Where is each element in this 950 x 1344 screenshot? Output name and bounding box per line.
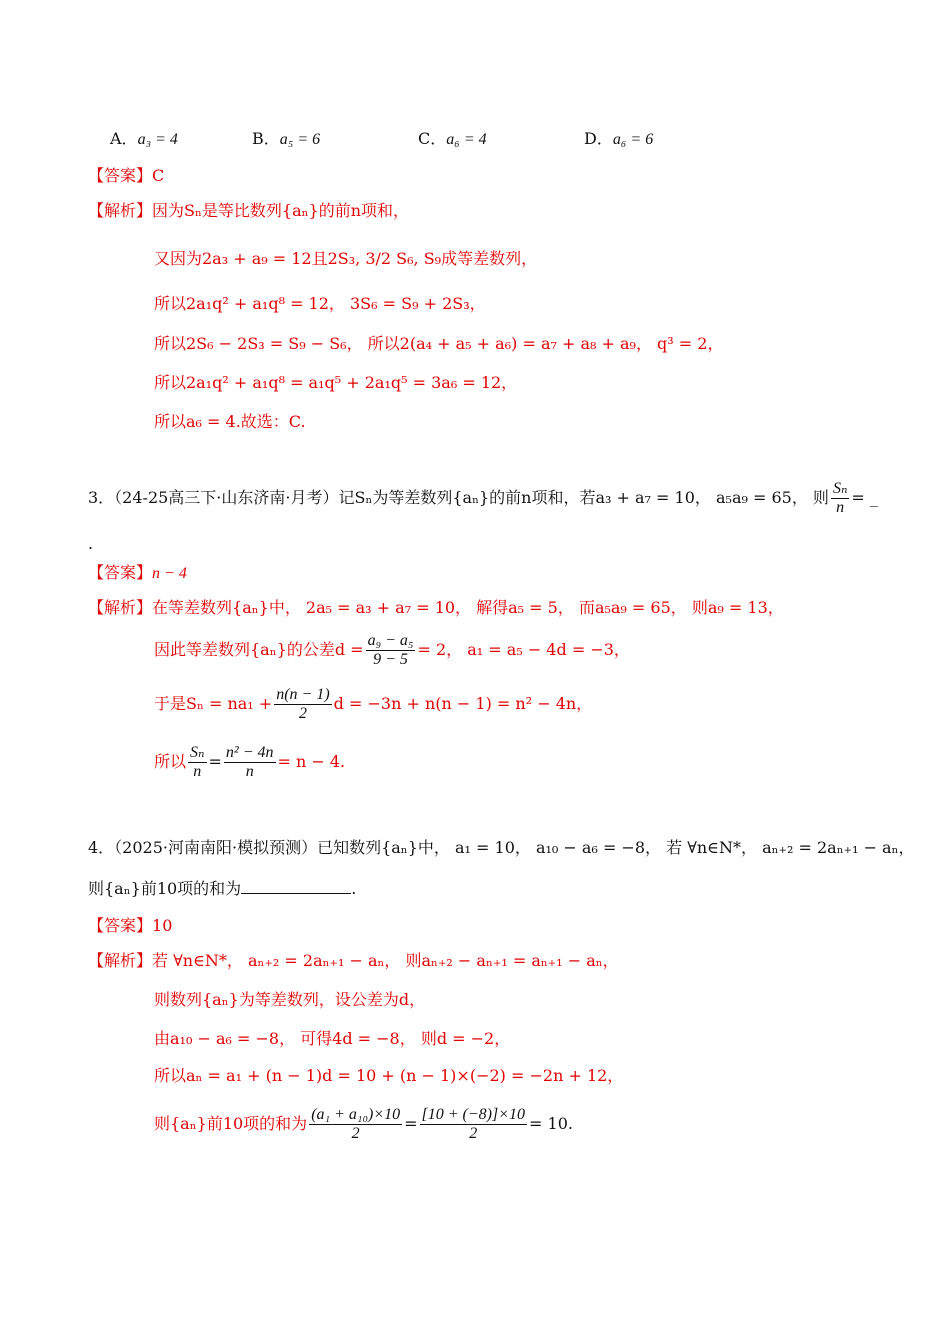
analysis-tag: 【解析】 [88, 598, 153, 617]
q4-answer [88, 915, 172, 937]
q2-analysis-line-4: 所以2S₆ − 2S₃ = S₉ − S₆， 所以2(a₄ + a₅ + a₆) = a₇ + a₈ + a₉， q³ = 2， [154, 334, 724, 353]
q4-analysis-line-4: 所以aₙ = a₁ + (n − 1)d = 10 + (n − 1)×(−2) = −2n + 12， [154, 1066, 624, 1085]
analysis-text: 因为Sₙ是等比数列{aₙ}的前n项和， [152, 201, 410, 220]
text: = n − 4. [277, 752, 346, 771]
option-d [584, 128, 653, 151]
option-label: C． [418, 129, 447, 148]
numerator: n² − 4n [225, 744, 274, 761]
fraction [366, 632, 416, 669]
denominator: 9 − 5 [373, 651, 408, 668]
analysis-tag: 【解析】 [88, 951, 153, 970]
q3-analysis-line-1 [88, 597, 784, 619]
option-expr: a₆ = 6 [612, 131, 654, 148]
q4-analysis-line-2: 则数列{aₙ}为等差数列，设公差为d， [154, 990, 426, 1009]
option-a [110, 128, 178, 151]
text: 因此等差数列{aₙ}的公差d = [154, 640, 364, 659]
text: d = −3n + n(n − 1) = n² − 4n， [333, 694, 593, 713]
q3-stem-fraction [831, 480, 849, 517]
fraction [274, 686, 331, 723]
q4-stem-line-1: 4．（2025·河南南阳·模拟预测）已知数列{aₙ}中， a₁ = 10， a₁₀ − a₆ = −8， 若 ∀n∈N*， aₙ₊₂ = 2aₙ₊₁ − aₙ， [88, 838, 915, 857]
text: 于是Sₙ = na₁ + [154, 694, 273, 713]
q3-answer [88, 562, 187, 585]
q2-analysis-line-5: 所以2a₁q² + a₁q⁸ = a₁q⁵ + 2a₁q⁵ = 3a₆ = 12， [154, 373, 518, 392]
text: 所以 [154, 752, 187, 771]
denominator: n [193, 763, 202, 780]
analysis-tag: 【解析】 [88, 201, 153, 220]
answer-value: 10 [152, 916, 173, 935]
answer-blank [241, 879, 351, 894]
numerator: n(n − 1) [276, 686, 330, 703]
fraction [188, 744, 206, 781]
q3-analysis-line-3 [154, 686, 592, 723]
denominator: 2 [298, 705, 307, 722]
option-expr: a₆ = 4 [446, 131, 487, 148]
q3-stem [88, 480, 878, 517]
fraction [224, 744, 276, 781]
q2-answer [88, 165, 164, 187]
option-label: B． [252, 129, 280, 148]
q4-stem-line-2 [88, 878, 356, 900]
q2-analysis-line-2: 又因为2a₃ + a₉ = 12且2S₃, 3/2 S₆, S₉成等差数列， [154, 249, 538, 268]
numerator: Sₙ [832, 480, 848, 497]
numerator: a₉ − a₅ [367, 632, 414, 649]
q3-analysis-line-2 [154, 632, 630, 669]
fraction [420, 1106, 528, 1143]
numerator: Sₙ [190, 744, 205, 761]
answer-tag: 【答案】 [88, 563, 153, 582]
answer-value: C [152, 166, 165, 185]
q2-analysis-line-3: 所以2a₁q² + a₁q⁸ = 12， 3S₆ = S₉ + 2S₃， [154, 294, 486, 313]
text: 则{aₙ}前10项的和为 [154, 1114, 308, 1133]
answer-tag: 【答案】 [88, 166, 153, 185]
fraction [309, 1106, 402, 1143]
q2-analysis-line-6: 所以a₆ = 4.故选：C. [154, 412, 306, 431]
equals: = [404, 1114, 418, 1133]
q3-stem-text: 3．（24-25高三下·山东济南·月考）记Sₙ为等差数列{aₙ}的前n项和，若a₃ + a₇ = 10， a₅a₉ = 65， 则 [88, 488, 829, 507]
option-b [252, 128, 320, 151]
q3-analysis-line-4 [154, 744, 345, 781]
q3-stem-end: . [88, 534, 94, 553]
denominator: 2 [469, 1125, 478, 1142]
option-label: D． [584, 129, 613, 148]
option-label: A． [110, 129, 138, 148]
option-c [418, 128, 487, 151]
analysis-text: 若 ∀n∈N*， aₙ₊₂ = 2aₙ₊₁ − aₙ， 则aₙ₊₂ − aₙ₊₁ = aₙ₊₁ − aₙ， [152, 951, 619, 970]
text: . [351, 879, 357, 898]
answer-tag: 【答案】 [88, 916, 153, 935]
q4-analysis-line-1 [88, 950, 619, 972]
q3-stem-blank: = _ [851, 488, 878, 507]
denominator: n [836, 499, 845, 516]
text: 则{aₙ}前10项的和为 [88, 879, 242, 898]
numerator: [10 + (−8)]×10 [421, 1106, 526, 1123]
denominator: 2 [351, 1125, 360, 1142]
option-expr: a₃ = 4 [137, 131, 178, 148]
q4-analysis-line-3: 由a₁₀ − a₆ = −8， 可得4d = −8， 则d = −2， [154, 1029, 511, 1048]
equals: = [208, 752, 222, 771]
option-expr: a₅ = 6 [279, 131, 321, 148]
text: = 2， a₁ = a₅ − 4d = −3， [417, 640, 630, 659]
analysis-text: 在等差数列{aₙ}中， 2a₅ = a₃ + a₇ = 10， 解得a₅ = 5， 而a₅a₉ = 65， 则a₉ = 13， [152, 598, 784, 617]
numerator: (a₁ + a₁₀)×10 [311, 1106, 401, 1123]
q4-analysis-line-5 [154, 1106, 573, 1143]
answer-value: n − 4 [152, 565, 187, 582]
q2-analysis-line-1 [88, 200, 409, 222]
text: = 10. [529, 1114, 573, 1133]
denominator: n [245, 763, 254, 780]
